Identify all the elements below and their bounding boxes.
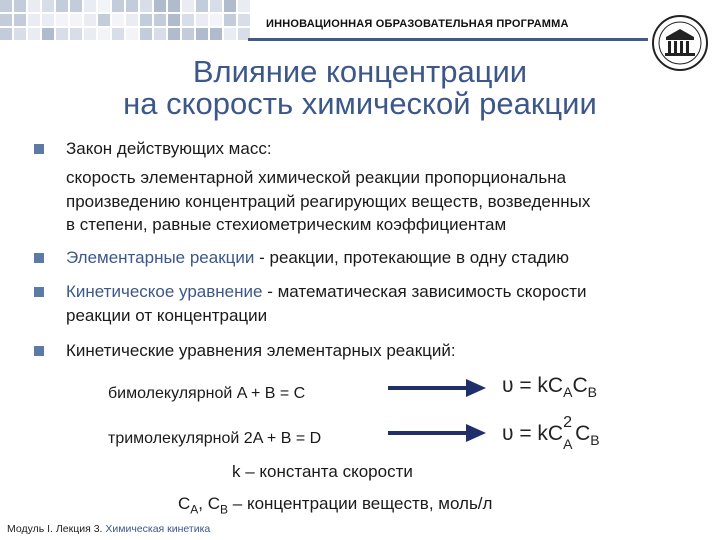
subscript-b: B xyxy=(587,384,597,401)
grid-cell xyxy=(196,0,208,12)
arrow-right-icon xyxy=(388,422,488,444)
kinetic-definition: - математическая зависимость скорости xyxy=(262,282,587,301)
grid-cell xyxy=(28,28,40,40)
grid-cell xyxy=(28,14,40,26)
rate-expression: υ = kC xyxy=(502,422,564,445)
grid-cell xyxy=(70,14,82,26)
grid-cell xyxy=(0,28,12,40)
concentration-text: – концентрации веществ, моль/л xyxy=(228,494,493,513)
bullet-marker xyxy=(34,144,44,154)
grid-cell xyxy=(112,0,124,12)
law-line3: в степени, равные стехиометрическим коэффициентам xyxy=(66,215,507,234)
grid-cell xyxy=(70,28,82,40)
grid-cell xyxy=(84,28,96,40)
grid-cell xyxy=(28,0,40,12)
elementary-definition: - реакции, протекающие в одну стадию xyxy=(254,248,570,267)
trimolecular-formula xyxy=(502,414,600,452)
kinetic-item xyxy=(66,282,587,302)
concentration-definition xyxy=(178,494,492,519)
grid-cell xyxy=(154,28,166,40)
elementary-item xyxy=(66,248,569,268)
grid-cell xyxy=(196,28,208,40)
grid-cell xyxy=(14,14,26,26)
grid-cell xyxy=(140,28,152,40)
grid-cell xyxy=(98,14,110,26)
grid-cell xyxy=(42,14,54,26)
header-grid-decoration xyxy=(0,0,250,42)
footer-topic: Химическая кинетика xyxy=(105,523,211,535)
grid-cell xyxy=(42,0,54,12)
grid-cell xyxy=(154,0,166,12)
slide-title-line1: Влияние концентрации xyxy=(192,54,528,89)
bullet-marker xyxy=(34,253,44,263)
footer-module: Модуль I. Лекция 3. xyxy=(7,523,106,535)
grid-cell xyxy=(168,14,180,26)
concentration-symbol: C xyxy=(575,422,591,445)
kinetic-term: Кинетическое уравнение xyxy=(66,282,263,301)
law-heading: Закон действующих масс: xyxy=(66,139,272,158)
grid-cell xyxy=(224,0,236,12)
law-line1: скорость элементарной химической реакции пропорциональна xyxy=(66,168,567,187)
grid-cell xyxy=(70,0,82,12)
grid-cell xyxy=(0,0,12,12)
grid-cell xyxy=(196,14,208,26)
grid-cell xyxy=(238,14,250,26)
subscript-a: A xyxy=(563,436,573,452)
grid-cell xyxy=(210,14,222,26)
grid-cell xyxy=(126,14,138,26)
program-title: ИННОВАЦИОННАЯ ОБРАЗОВАТЕЛЬНАЯ ПРОГРАММА xyxy=(266,18,569,30)
bimolecular-label: бимолекулярной A + B = C xyxy=(108,385,306,402)
rate-expression: υ = kC xyxy=(502,374,564,397)
grid-cell xyxy=(126,28,138,40)
kinetic-elementary-heading: Кинетические уравнения элементарных реакций: xyxy=(66,341,456,360)
grid-cell xyxy=(182,0,194,12)
grid-cell xyxy=(84,0,96,12)
law-line2: произведению концентраций реагирующих веществ, возведенных xyxy=(66,192,591,211)
grid-cell xyxy=(238,0,250,12)
c-symbol: C xyxy=(178,494,191,513)
grid-cell xyxy=(98,28,110,40)
grid-cell xyxy=(154,14,166,26)
slide-title-line2: на скорость химической реакции xyxy=(123,86,597,121)
grid-cell xyxy=(14,28,26,40)
grid-cell xyxy=(224,14,236,26)
grid-cell xyxy=(224,28,236,40)
grid-cell xyxy=(112,28,124,40)
slide-title xyxy=(60,56,660,120)
grid-cell xyxy=(182,14,194,26)
grid-cell xyxy=(56,28,68,40)
grid-cell xyxy=(0,14,12,26)
subscript-a: A xyxy=(563,384,573,401)
grid-cell xyxy=(56,14,68,26)
grid-cell xyxy=(14,0,26,12)
subscript-a: A xyxy=(190,502,199,517)
grid-cell xyxy=(84,14,96,26)
rate-constant-definition: k – константа скорости xyxy=(232,462,413,481)
grid-cell xyxy=(42,28,54,40)
header-bar xyxy=(248,38,648,41)
grid-cell xyxy=(140,0,152,12)
elementary-term: Элементарные реакции xyxy=(66,248,255,267)
bullet-marker xyxy=(34,346,44,356)
concentration-symbol: C xyxy=(572,374,588,397)
kinetic-definition-line2: реакции от концентрации xyxy=(66,306,268,325)
grid-cell xyxy=(56,0,68,12)
footer xyxy=(7,523,210,535)
trimolecular-label: тримолекулярной 2A + B = D xyxy=(108,430,322,447)
arrow-right-icon xyxy=(388,377,488,399)
grid-cell xyxy=(126,0,138,12)
subscript-b: B xyxy=(220,502,229,517)
bimolecular-formula xyxy=(502,374,597,400)
c-symbol: , C xyxy=(198,494,221,513)
subscript-b: B xyxy=(590,432,600,449)
grid-cell xyxy=(210,0,222,12)
grid-cell xyxy=(140,14,152,26)
grid-cell xyxy=(210,28,222,40)
grid-cell xyxy=(98,0,110,12)
grid-cell xyxy=(168,28,180,40)
grid-cell xyxy=(182,28,194,40)
grid-cell xyxy=(112,14,124,26)
grid-cell xyxy=(168,0,180,12)
bullet-marker xyxy=(34,287,44,297)
exponent: 2 xyxy=(563,414,572,431)
